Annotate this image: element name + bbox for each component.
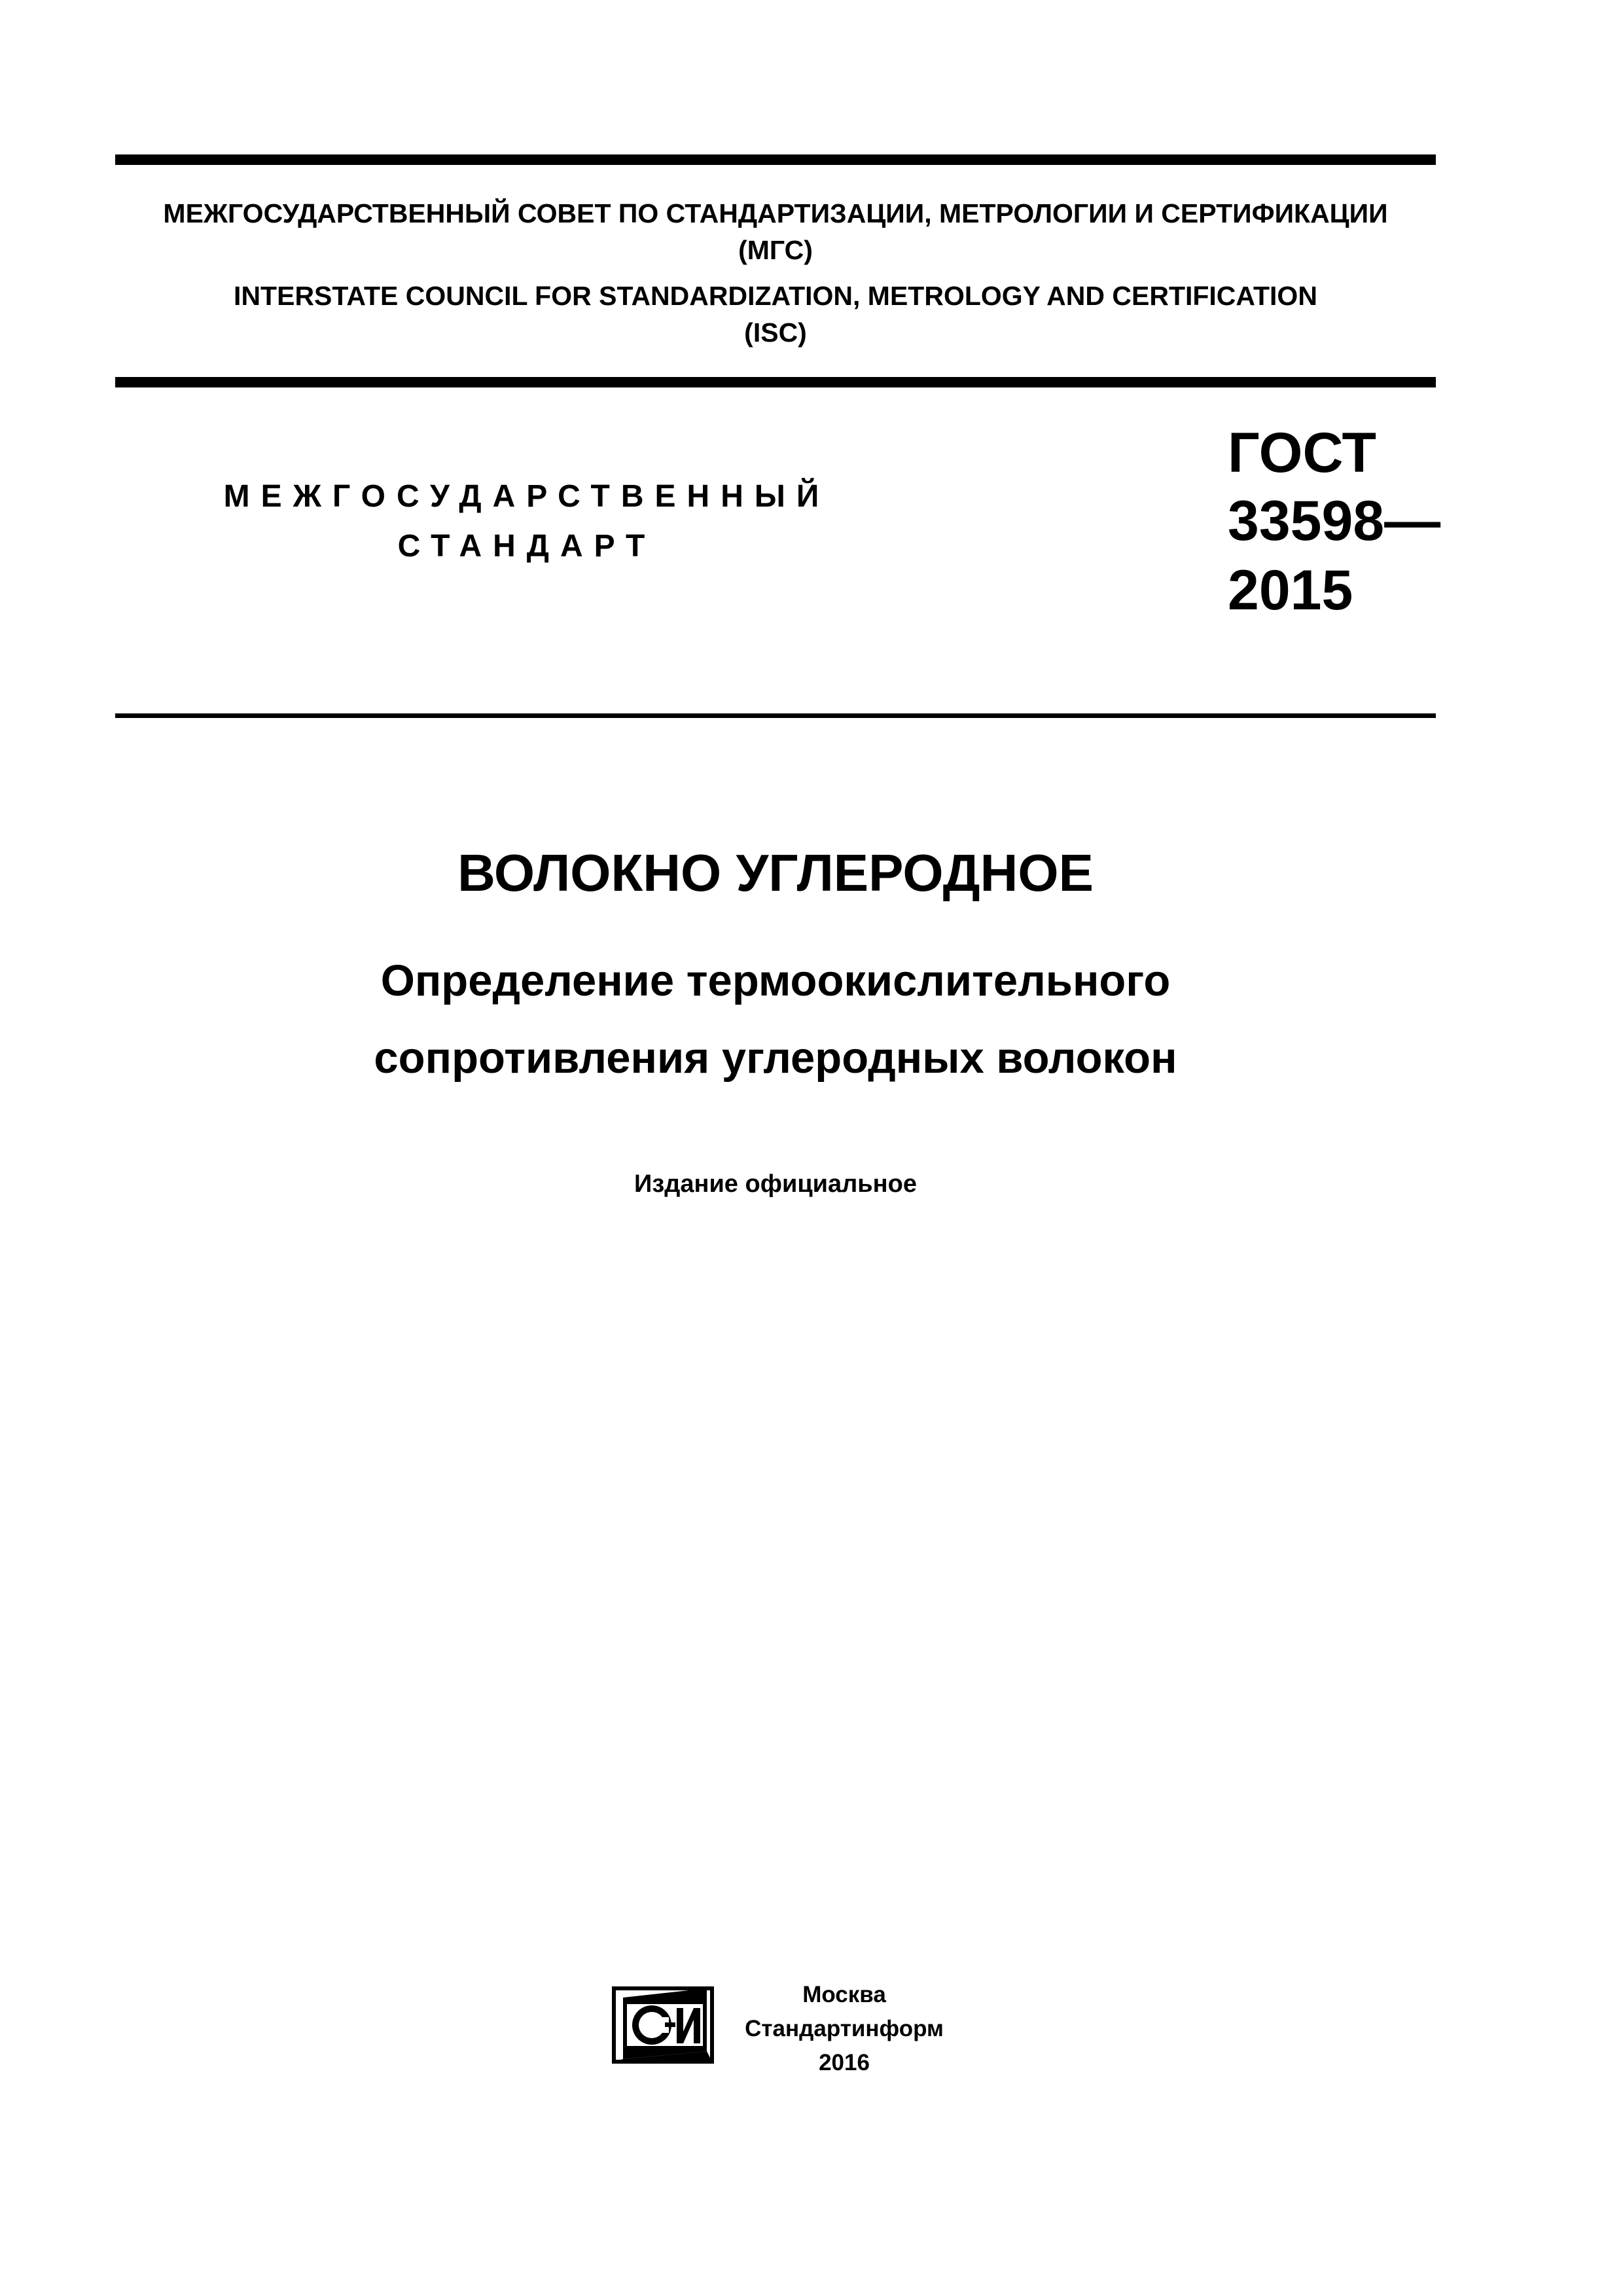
standartinform-logo-icon — [611, 1986, 715, 2064]
document-title: ВОЛОКНО УГЛЕРОДНОЕ — [457, 844, 1094, 902]
standard-bottom-rule — [115, 713, 1436, 718]
gost-word: ГОСТ — [1228, 422, 1377, 484]
header-bottom-rule — [115, 377, 1436, 387]
gost-number: 33598— — [1228, 490, 1441, 552]
document-subtitle-line-1: Определение термоокислительного — [380, 956, 1171, 1005]
document-subtitle-line-2: сопротивления углеродных волокон — [374, 1033, 1177, 1083]
header-top-rule — [115, 154, 1436, 165]
publisher-name: Стандартинформ — [745, 2016, 944, 2041]
publisher-city: Москва — [802, 1982, 886, 2007]
standard-type-line-1: МЕЖГОСУДАРСТВЕННЫЙ — [223, 479, 830, 514]
council-abbr-en: (ISC) — [744, 317, 807, 348]
publication-year: 2016 — [819, 2050, 870, 2075]
council-abbr-ru: (МГС) — [738, 235, 813, 265]
edition-label: Издание официальное — [634, 1170, 917, 1198]
council-name-ru: МЕЖГОСУДАРСТВЕННЫЙ СОВЕТ ПО СТАНДАРТИЗАЦИИ, МЕТРОЛОГИИ И СЕРТИФИКАЦИИ — [163, 198, 1388, 228]
standard-type-line-2: СТАНДАРТ — [397, 529, 656, 564]
gost-year: 2015 — [1228, 559, 1353, 622]
council-name-en: INTERSTATE COUNCIL FOR STANDARDIZATION, METROLOGY AND CERTIFICATION — [234, 281, 1317, 311]
